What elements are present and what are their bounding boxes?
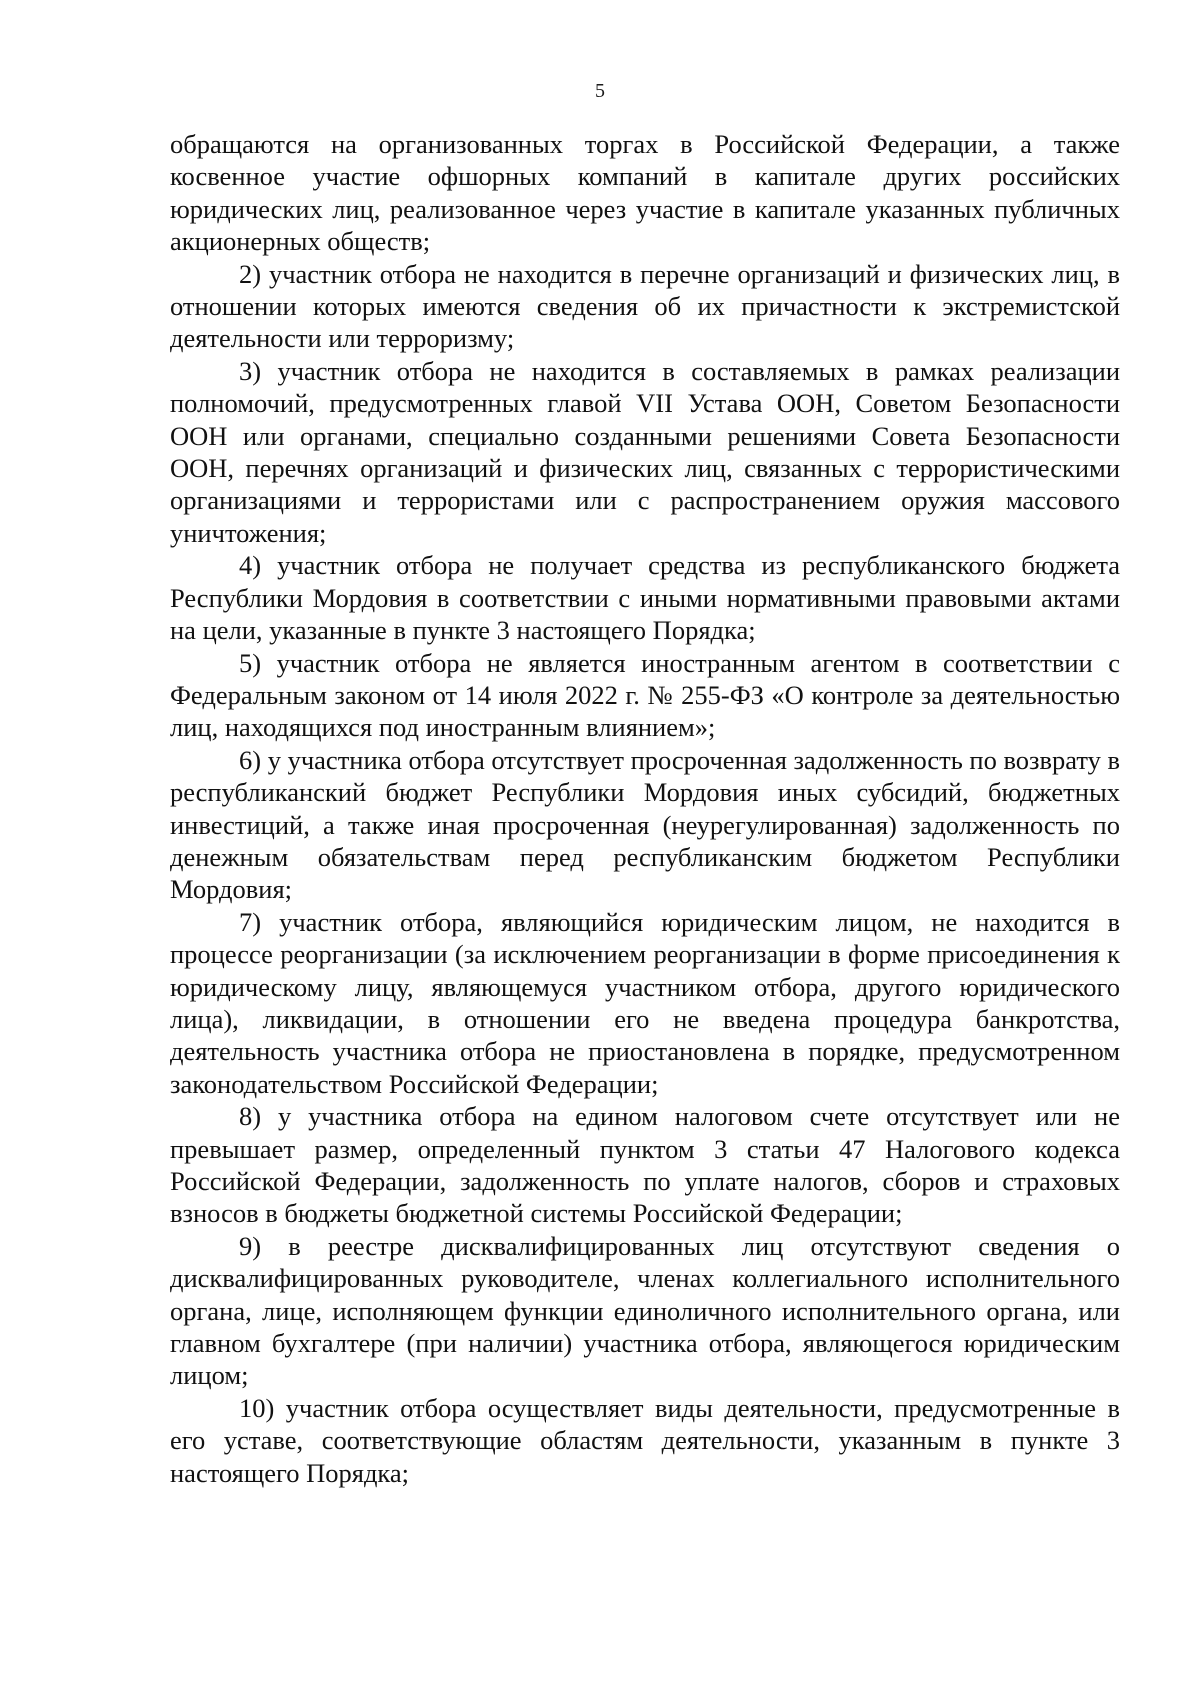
paragraph-item-5: 5) участник отбора не является иностранным агентом в соответствии с Федеральным законом от 14 июля 2022 г. № 255-ФЗ «О контроле за деятельностью лиц, находящихся под иностранным влиянием»; bbox=[170, 647, 1120, 743]
paragraph-continuation: обращаются на организованных торгах в Российской Федерации, а также косвенное участие офшорных компаний в капитале других российских юридических лиц, реализованное через участие в капитале указанных публичных акционерных обществ; bbox=[170, 129, 1120, 257]
paragraph-item-9: 9) в реестре дисквалифицированных лиц отсутствуют сведения о дисквалифицированных руководителе, членах коллегиального исполнительного органа, лице, исполняющем функции единоличного исполнительного органа, или главном бухгалтере (при наличии) участника отбора, являющегося юридическим лицом; bbox=[170, 1230, 1120, 1391]
paragraph-item-10: 10) участник отбора осуществляет виды деятельности, предусмотренные в его уставе, соответствующие областям деятельности, указанным в пункте 3 настоящего Порядка; bbox=[170, 1392, 1120, 1488]
document-body bbox=[170, 128, 1120, 1489]
paragraph-item-7: 7) участник отбора, являющийся юридическим лицом, не находится в процессе реорганизации (за исключением реорганизации в форме присоединения к юридическому лицу, являющемуся участником отбора, другого юридического лица), ликвидации, в отношении его не введена процедура банкротства, деятельность участника отбора не приостановлена в порядке, предусмотренном законодательством Российской Федерации; bbox=[170, 906, 1120, 1099]
paragraph-item-3: 3) участник отбора не находится в составляемых в рамках реализации полномочий, предусмотренных главой VII Устава ООН, Советом Безопасности ООН или органами, специально созданными решениями Совета Безопасности ООН, перечнях организаций и физических лиц, связанных с террористическими организациями и террористами или с распространением оружия массового уничтожения; bbox=[170, 355, 1120, 548]
paragraph-item-2: 2) участник отбора не находится в перечне организаций и физических лиц, в отношении которых имеются сведения об их причастности к экстремистской деятельности или терроризму; bbox=[170, 258, 1120, 354]
paragraph-item-8: 8) у участника отбора на едином налоговом счете отсутствует или не превышает размер, определенный пунктом 3 статьи 47 Налогового кодекса Российской Федерации, задолженность по уплате налогов, сборов и страховых взносов в бюджеты бюджетной системы Российской Федерации; bbox=[170, 1101, 1120, 1229]
page-number: 5 bbox=[595, 80, 605, 102]
paragraph-item-4: 4) участник отбора не получает средства из республиканского бюджета Республики Мордовия в соответствии с иными нормативными правовыми актами на цели, указанные в пункте 3 настоящего Порядка; bbox=[170, 550, 1120, 646]
paragraph-item-6: 6) у участника отбора отсутствует просроченная задолженность по возврату в республиканский бюджет Республики Мордовия иных субсидий, бюджетных инвестиций, а также иная просроченная (неурегулированная) задолженность по денежным обязательствам перед республиканским бюджетом Республики Мордовия; bbox=[170, 744, 1120, 905]
